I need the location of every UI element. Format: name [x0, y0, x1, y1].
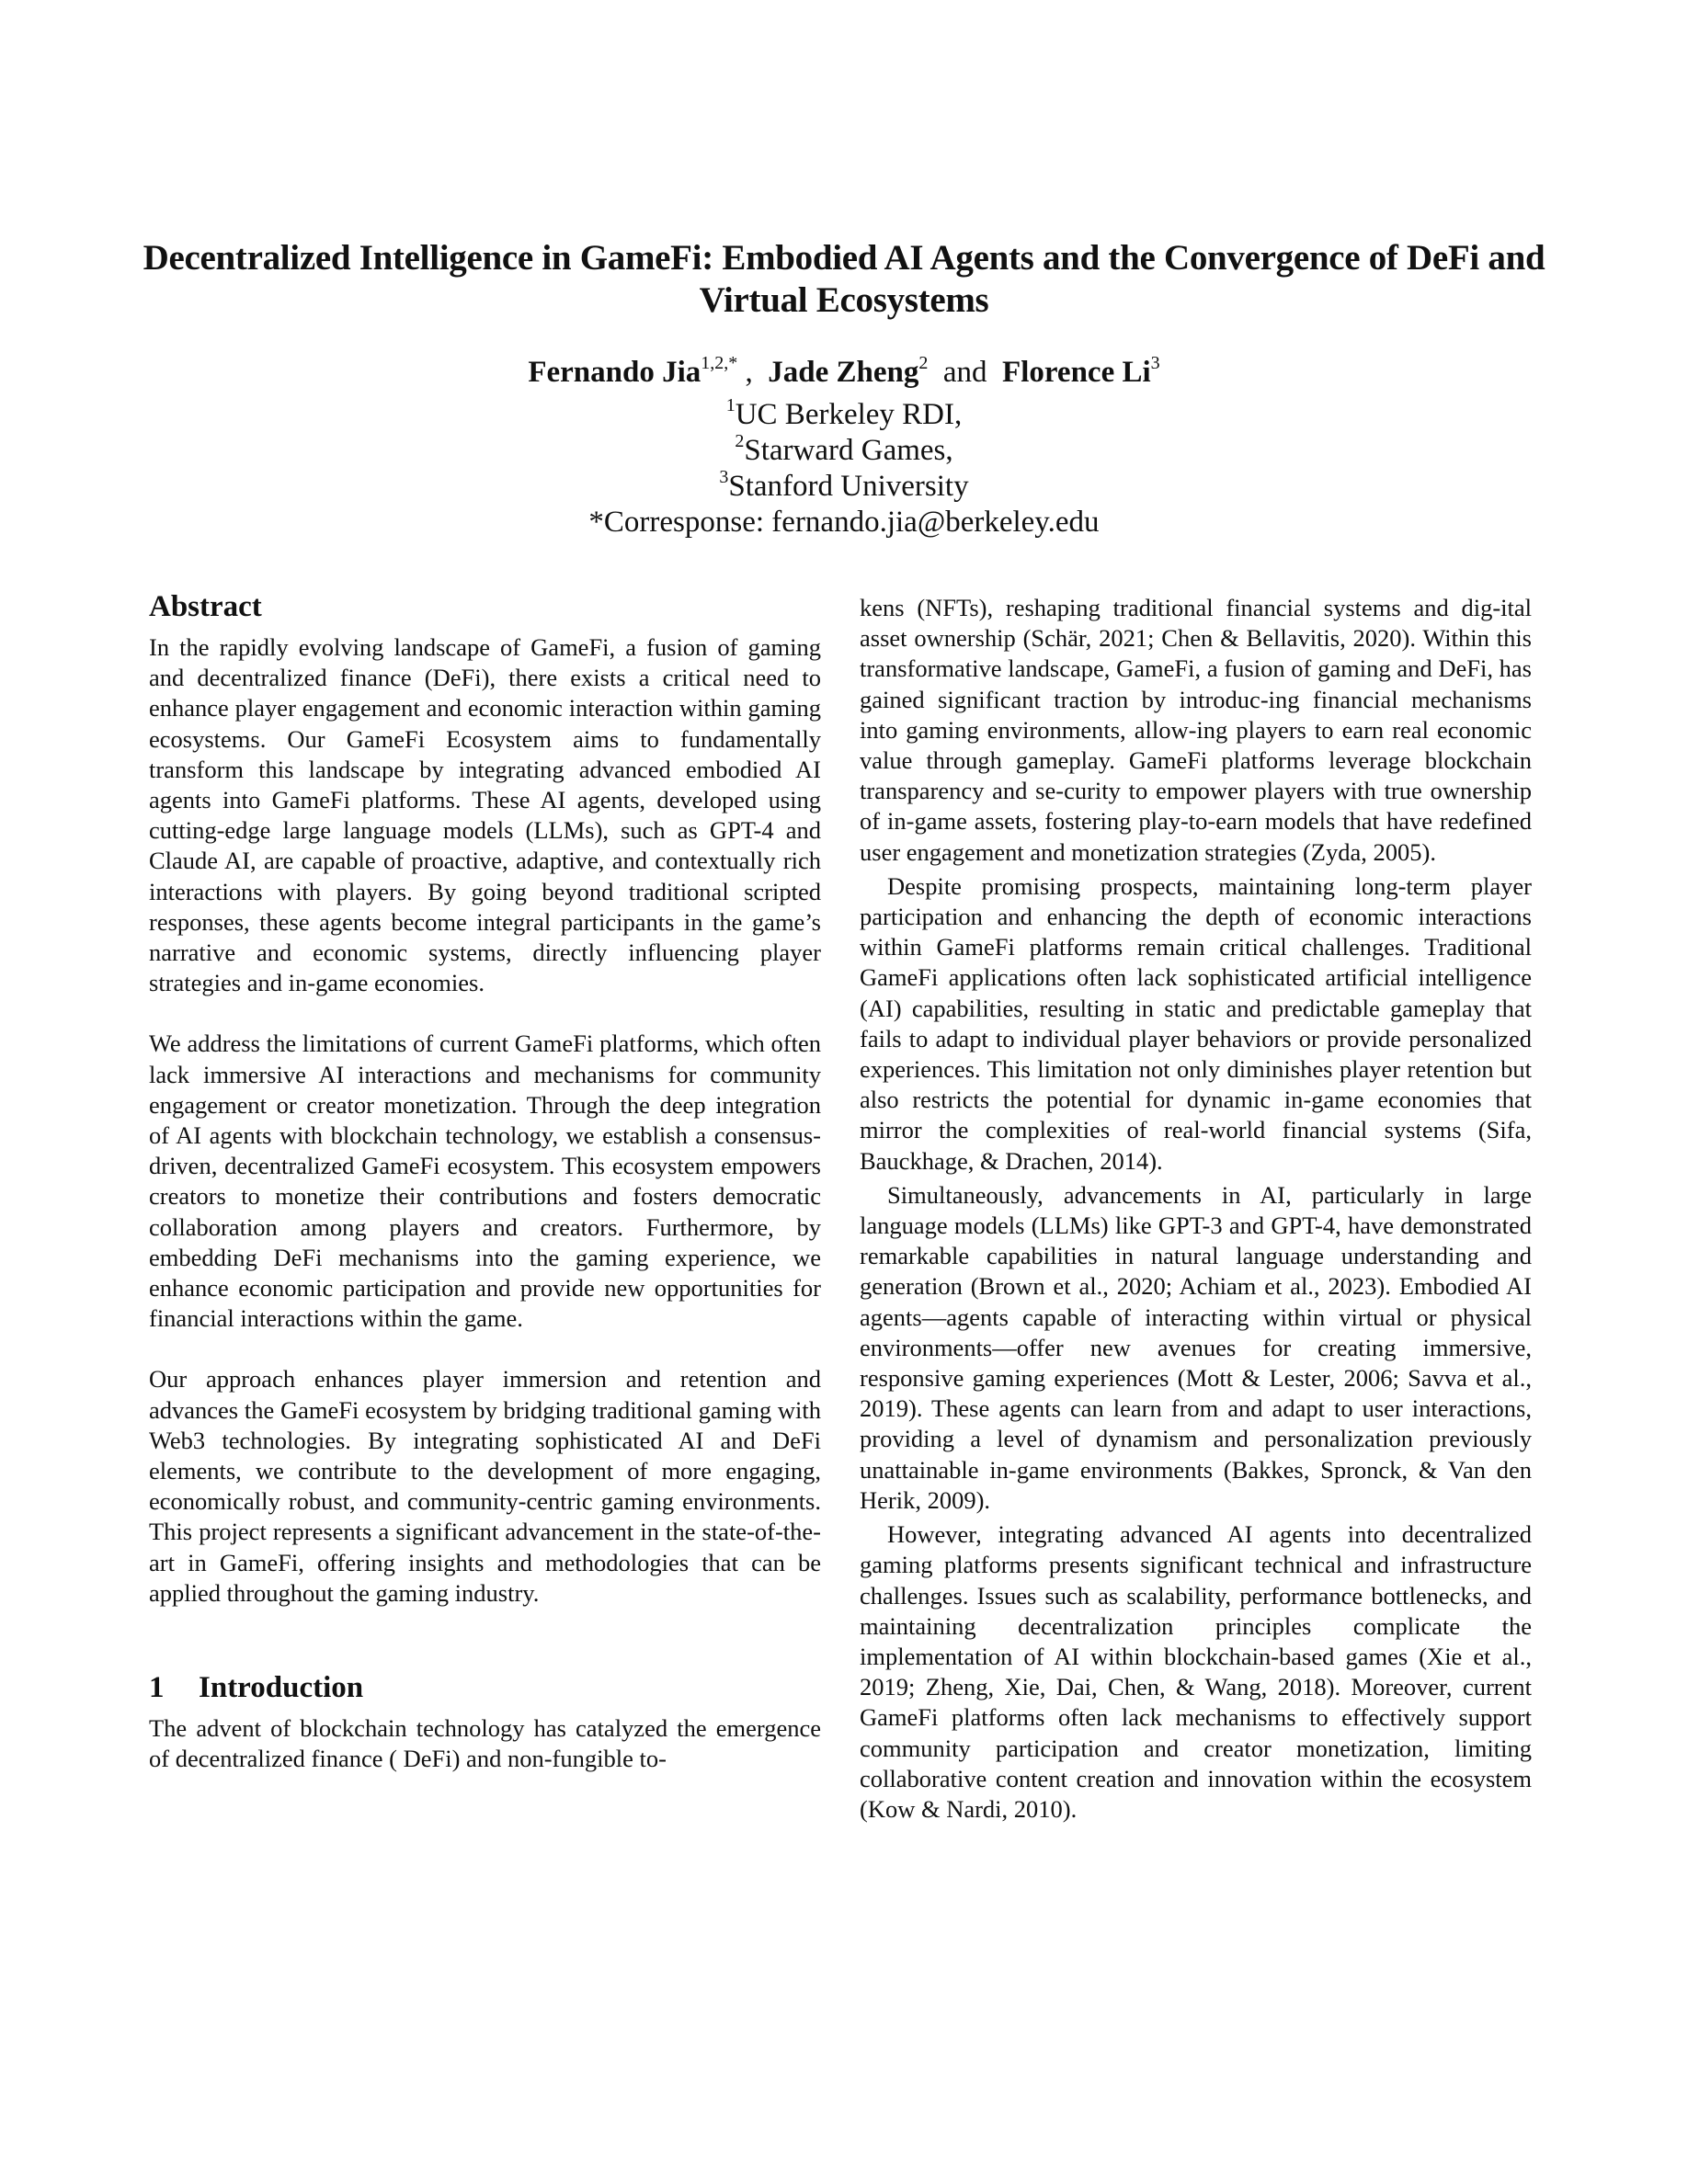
- intro-paragraph-start: The advent of blockchain technology has catalyzed the emergence of decentralized finance ( DeFi) and non-fungible to-: [149, 1714, 821, 1773]
- author-name: Fernando Jia: [528, 356, 701, 389]
- section-title: Introduction: [199, 1671, 364, 1705]
- correspondence-email: *Corresponse: fernando.jia@berkeley.edu: [588, 506, 1100, 539]
- affiliation-text: UC Berkeley RDI,: [735, 398, 963, 431]
- intro-paragraph: However, integrating advanced AI agents into decentralized gaming platforms presents significant technical and infrastructure challenges. Issues such as scalability, performance bottlenecks, and maintaining decentralization principles complicate the implementation of AI within blockchain-based games (Xie et al., 2019; Zheng, Xie, Dai, Chen, & Wang, 2018). Moreover, current GameFi platforms often lack mechanisms to effectively support community participation and creator monetization, limiting collaborative content creation and innovation within the ecosystem (Kow & Nardi, 2010).: [860, 1520, 1532, 1823]
- affiliation-marker: 1: [725, 395, 736, 415]
- affiliation-text: Starward Games,: [744, 434, 953, 467]
- author-affiliation-marker: 1,2,*: [701, 353, 738, 373]
- author-name: Florence Li: [1002, 356, 1151, 389]
- abstract-paragraph: Our approach enhances player immersion and retention and advances the GameFi ecosystem by bridging traditional gaming with Web3 technologies. By integrating sophisticated AI and DeFi elements, we contribute to the development of more engaging, economically robust, and community-centric gaming environments. This project represents a significant advancement in the state-of-the-art in GameFi, offering insights and methodologies that can be applied throughout the gaming industry.: [149, 1365, 821, 1607]
- abstract-heading: Abstract: [149, 590, 262, 623]
- abstract-paragraph: We address the limitations of current GameFi platforms, which often lack immersive AI interactions and mechanisms for community engagement or creator monetization. Through the deep integration of AI agents with blockchain technology, we establish a consensus-driven, decentralized GameFi ecosystem. This ecosystem empowers creators to monetize their contributions and fosters democratic collaboration among players and creators. Furthermore, by embedding DeFi mechanisms into the gaming experience, we enhance economic participation and provide new opportunities for financial interactions within the game.: [149, 1029, 821, 1333]
- right-column: [860, 593, 1532, 1825]
- affiliation: [368, 433, 1320, 469]
- section-number: 1: [149, 1671, 165, 1705]
- author-list: [276, 354, 1412, 391]
- author-affiliation-marker: 3: [1150, 353, 1160, 373]
- affiliation-marker: 3: [719, 467, 729, 487]
- author-name: Jade Zheng: [768, 356, 919, 389]
- author-separator: ,: [745, 356, 753, 389]
- author-separator: and: [942, 356, 987, 389]
- introduction-heading: [149, 1669, 821, 1706]
- affiliation-text: Stanford University: [728, 470, 969, 503]
- affiliation-marker: 2: [735, 431, 745, 451]
- abstract-paragraph: In the rapidly evolving landscape of GameFi, a fusion of gaming and decentralized finance (DeFi), there exists a critical need to enhance player engagement and economic interaction within gaming ecosystems. Our GameFi Ecosystem aims to fundamentally transform this landscape by integrating advanced embodied AI agents into GameFi platforms. These AI agents, developed using cutting-edge large language models (LLMs), such as GPT-4 and Claude AI, are capable of proactive, adaptive, and contextually rich interactions with players. By going beyond traditional scripted responses, these agents become integral participants in the game’s narrative and economic systems, directly influencing player strategies and in-game economies.: [149, 633, 821, 997]
- paper-title: Decentralized Intelligence in GameFi: Embodied AI Agents and the Convergence of DeFi and Virtual Ecosystems: [143, 238, 1545, 320]
- intro-paragraph-continued: kens (NFTs), reshaping traditional financial systems and dig-ital asset ownership (Schär, 2021; Chen & Bellavitis, 2020). Within this transformative landscape, GameFi, a fusion of gaming and DeFi, has gained significant traction by introduc-ing financial mechanisms into gaming environments, allow-ing players to earn real economic value through gameplay. GameFi platforms leverage blockchain transparency and se-curity to empower players with true ownership of in-game assets, fostering play-to-earn models that have redefined user engagement and monetization strategies (Zyda, 2005).: [860, 594, 1532, 866]
- affiliation: [368, 397, 1320, 433]
- affiliation-list: [368, 397, 1320, 540]
- affiliation: [368, 469, 1320, 505]
- left-column: [149, 588, 821, 1775]
- intro-paragraph: Despite promising prospects, maintaining long-term player participation and enhancing the depth of economic interactions within GameFi platforms remain critical challenges. Traditional GameFi applications often lack sophisticated artificial intelligence (AI) capabilities, resulting in static and predictable gameplay that fails to adapt to individual player behaviors or provide personalized experiences. This limitation not only diminishes player retention but also restricts the potential for dynamic in-game economies that mirror the complexities of real-world financial systems (Sifa, Bauckhage, & Drachen, 2014).: [860, 871, 1532, 1175]
- author-affiliation-marker: 2: [918, 353, 929, 373]
- intro-paragraph: Simultaneously, advancements in AI, particularly in large language models (LLMs) like GPT-3 and GPT-4, have demonstrated remarkable capabilities in natural language understanding and generation (Brown et al., 2020; Achiam et al., 2023). Embodied AI agents—agents capable of interacting within virtual or physical environments—offer new avenues for creating immersive, responsive gaming experiences (Mott & Lester, 2006; Savva et al., 2019). These agents can learn from and adapt to user interactions, providing a level of dynamism and personalization previously unattainable in-game environments (Bakkes, Spronck, & Van den Herik, 2009).: [860, 1180, 1532, 1514]
